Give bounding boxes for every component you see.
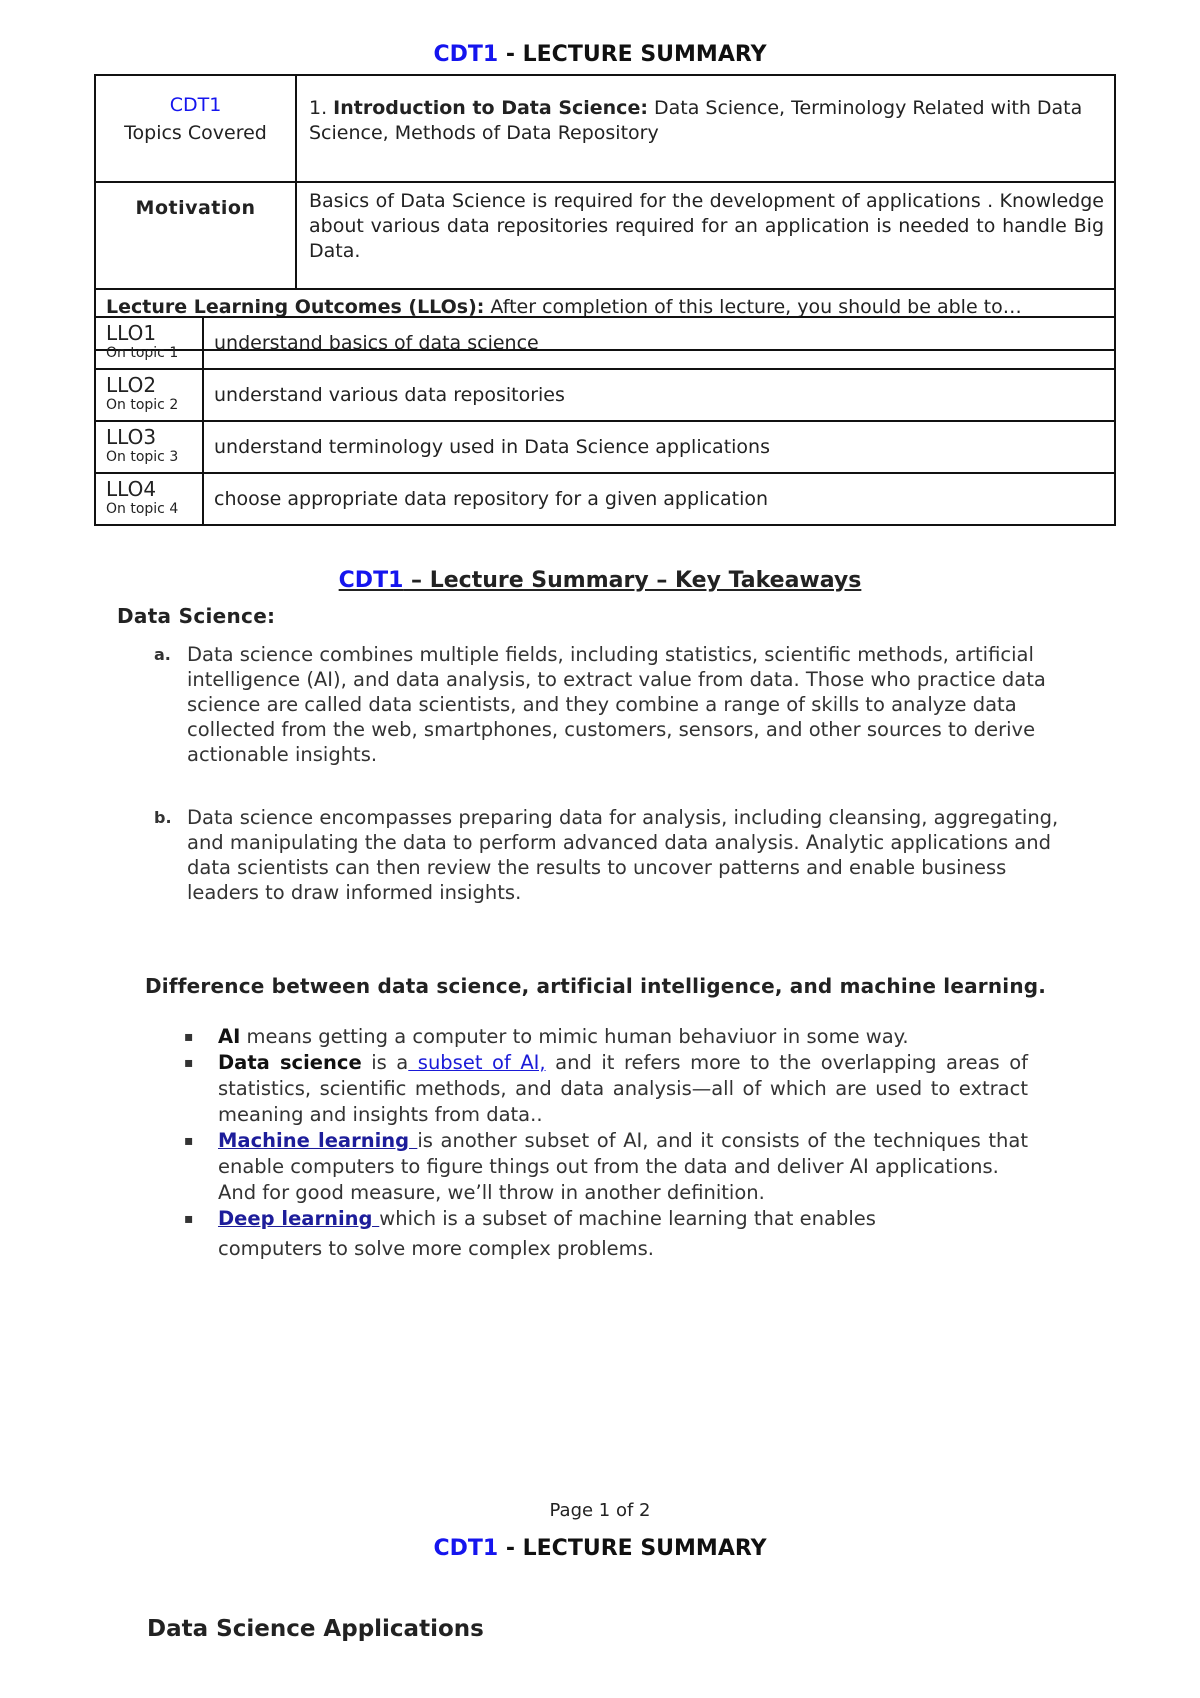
llo-header-text: After completion of this lecture, you should be able to… (484, 296, 1022, 318)
topics-row (95, 75, 1115, 182)
llo-description: understand various data repositories (203, 369, 1115, 421)
list-item-data-science (184, 1050, 1028, 1128)
llo-id-cell (95, 369, 203, 421)
llo-code: LLO3 (106, 425, 157, 449)
definition-text: which is a subset of machine learning that enables (379, 1207, 876, 1230)
topics-content-cell (296, 75, 1115, 182)
definition-text-continued: computers to solve more complex problems. (218, 1237, 655, 1260)
list-item-ai (184, 1024, 1028, 1050)
llo-code: LLO2 (106, 373, 157, 397)
bullet-icon: ▪ (184, 1029, 194, 1045)
llo-topic: On topic 4 (106, 501, 179, 517)
llo-topic: On topic 1 (106, 345, 179, 361)
llo-row (95, 473, 1115, 525)
takeaways-title (0, 568, 1200, 593)
motivation-row (95, 182, 1115, 289)
llo-description: understand terminology used in Data Science applications (203, 421, 1115, 473)
course-code: CDT1 (433, 42, 499, 67)
paragraph-text: Data science encompasses preparing data for analysis, including cleansing, aggregating, and manipulating the data to perform advanced data analysis. Analytic applications and data scientists can then review the results to uncover patterns and enable business leaders to draw informed insights. (187, 806, 1059, 904)
bullet-icon: ▪ (184, 1133, 194, 1149)
deep-learning-link[interactable]: Deep learning (218, 1207, 380, 1230)
page-number: Page 1 of 2 (549, 1500, 651, 1521)
course-code: CDT1 (433, 1536, 499, 1561)
llo-code: LLO1 (106, 321, 157, 345)
difference-heading: Difference between data science, artificial intelligence, and machine learning. (145, 974, 1047, 998)
llo-row (95, 421, 1115, 473)
llo-id-cell (95, 473, 203, 525)
extra-definition-note: And for good measure, we’ll throw in another definition. (218, 1181, 765, 1204)
llo-description: understand basics of data science (203, 317, 1115, 369)
subset-of-ai-link[interactable]: subset of AI, (408, 1051, 546, 1074)
term-data-science: Data science (218, 1051, 362, 1074)
topic-description: Data Science, Terminology Related with Data Science, Methods of Data Repository (309, 97, 1083, 144)
llo-topic: On topic 2 (106, 397, 179, 413)
topic-number: 1. (309, 97, 334, 119)
llo-description: choose appropriate data repository for a given application (203, 473, 1115, 525)
page2-title (0, 1536, 1200, 1561)
definition-text: is a (361, 1051, 409, 1074)
definition-text: and it refers more to the overlapping areas of statistics, scientific methods, and data analysis—all of which are used to extract meaning and insights from data.. (218, 1051, 1028, 1126)
definition-text: is another subset of AI, and it consists of the techniques that enable computers to figure things out from the data and deliver AI applications. (218, 1129, 1028, 1178)
bullet-icon: ▪ (184, 1055, 194, 1071)
machine-learning-link[interactable]: Machine learning (218, 1129, 418, 1152)
definition-text: means getting a computer to mimic human behaviuor in some way. (240, 1025, 909, 1048)
motivation-text: Basics of Data Science is required for the development of applications . Knowledge about various data repositories required for an application is needed to handle Big Data. (296, 182, 1115, 289)
summary-table (94, 74, 1116, 351)
motivation-label: Motivation (95, 182, 296, 289)
page-title-text: - LECTURE SUMMARY (498, 42, 767, 67)
paragraph-text: Data science combines multiple fields, including statistics, scientific methods, artificial intelligence (AI), and data analysis, to extract value from data. Those who practice data science are called data scientists, and they combine a range of skills to analyze data collected from the web, smartphones, customers, sensors, and other sources to derive actionable insights. (187, 643, 1046, 766)
llo-header-title: Lecture Learning Outcomes (LLOs): (106, 296, 485, 318)
llo-row (95, 317, 1115, 369)
llo-id-cell (95, 317, 203, 369)
takeaway-paragraph-b (154, 805, 1077, 905)
topics-label-cell (95, 75, 296, 182)
topic-title: Introduction to Data Science: (333, 97, 648, 119)
llo-row (95, 369, 1115, 421)
list-item-deep-learning (184, 1206, 1028, 1264)
takeaways-course-code-link[interactable]: CDT1 (338, 568, 404, 593)
definitions-list (184, 1024, 1028, 1264)
llo-code: LLO4 (106, 477, 157, 501)
applications-heading: Data Science Applications (147, 1616, 484, 1642)
page-title-text: - LECTURE SUMMARY (498, 1536, 767, 1561)
data-science-heading: Data Science: (117, 604, 276, 628)
topics-label: Topics Covered (124, 122, 267, 144)
llo-topic: On topic 3 (106, 449, 179, 465)
list-item-machine-learning (184, 1128, 1028, 1206)
page-title (0, 42, 1200, 67)
llo-id-cell (95, 421, 203, 473)
takeaway-paragraph-a (154, 642, 1077, 767)
takeaways-title-text: – Lecture Summary – Key Takeaways (403, 568, 862, 593)
llo-table (94, 316, 1116, 526)
term-ai: AI (218, 1025, 241, 1048)
topics-course-code: CDT1 (169, 94, 222, 116)
bullet-icon: ▪ (184, 1211, 194, 1227)
list-marker: a. (154, 645, 171, 664)
list-marker: b. (154, 808, 172, 827)
